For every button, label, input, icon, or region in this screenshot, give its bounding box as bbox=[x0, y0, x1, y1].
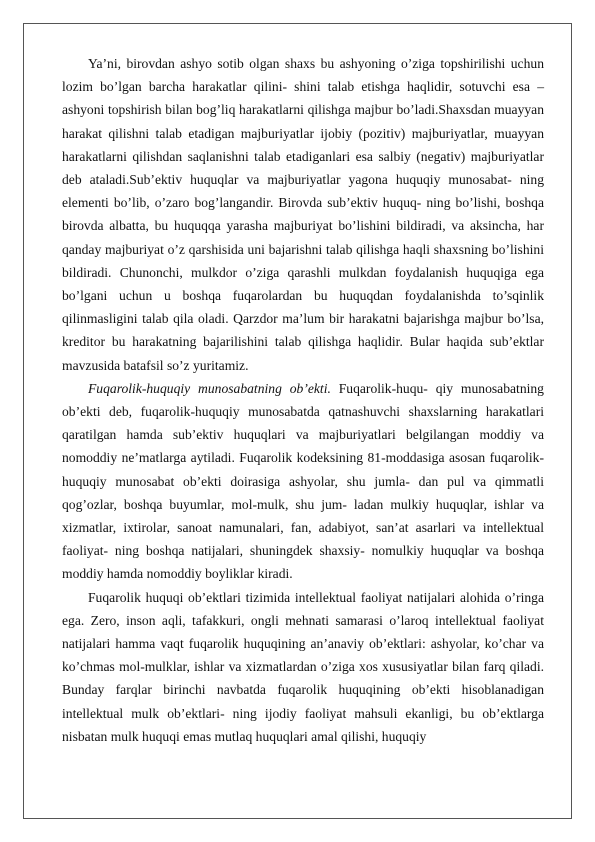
paragraph-3 bbox=[62, 586, 544, 748]
paragraph-2 bbox=[62, 377, 544, 586]
paragraph-3-text: Fuqarolik huquqi ob’ektlari tizimida intellektual faoliyat natijalari alohida o’ringa ega. Zero, inson aqli, tafakkuri, ongli mehnati samarasi o’laroq intellektual faoliyat natijalari hamma vaqt fuqarolik huquqining an’anaviy ob’ektlari: ashyolar, ko’char va ko’chmas mol-mulklar, ishlar va xizmatlardan o’ziga xos xususiyatlar bilan farq qiladi. Bunday farqlar birinchi navbatda fuqarolik huquqining ob’ekti hisoblanadigan intellektual mulk ob’ektlari- ning ijodiy faoliyat mahsuli ekanligi, bu ob’ektlarga nisbatan mulk huquqi emas mutlaq huquqlari amal qilishi, huquqiy bbox=[62, 589, 544, 744]
paragraph-2-lead: Fuqarolik-huquqiy munosabatning ob’ekti. bbox=[88, 380, 331, 396]
paragraph-1 bbox=[62, 52, 544, 377]
paragraph-1-text: Ya’ni, birovdan ashyo sotib olgan shaxs bu ashyoning o’ziga topshirilishi uchun lozim bo’lgan barcha harakatlar qilini- shini talab etishga haqlidir, sotuvchi esa – ashyoni topshirish bilan bog’liq harakatlarni qilishga majbur bo’ladi.Shaxsdan muayyan harakat qilishni talab etadigan majburiyatlar ijobiy (pozitiv) majburiyatlar, muayyan harakatlarni qilishdan saqlanishni talab etadiganlari esa salbiy (negativ) majburiyatlar deb ataladi.Sub’ektiv huquqlar va majburiyatlar yagona huquqiy munosabat- ning elementi bo’lib, o’zaro bog’langandir. Birovda sub’ektiv huquq- ning bo’lishi, boshqa birovda albatta, bu huquqqa yarasha majburiyat bo’lishini bildiradi, va aksincha, har qanday majburiyat o’z qarshisida uni bajarishni talab qilishga haqli shaxsning bo’lishini bildiradi. Chunonchi, mulkdor o’ziga qarashli mulkdan foydalanish huquqiga ega bo’lgani uchun u boshqa fuqarolardan bu huquqdan foydalanishda to’sqinlik qilinmasligini talab qila oladi. Qarzdor ma’lum bir harakatni bajarishga majbur bo’lsa, kreditor bu harakatning bajarilishini talab qilishga haqlidir. Bular haqida sub’ektlar mavzusida batafsil so’z yuritamiz. bbox=[62, 56, 544, 373]
paragraph-2-text: Fuqarolik-huqu- qiy munosabatning ob’ekti deb, fuqarolik-huquqiy munosabatda qatnashuvchi shaxslarning harakatlari qaratilgan hamda sub’ektiv huquqlari va majburiyatlari belgilangan moddiy va nomoddiy ne’matlarga aytiladi. Fuqarolik kodeksining 81-moddasiga asosan fuqarolik-huquqiy munosabat ob’ekti doirasiga ashyolar, shu jumla- dan pul va qimmatli qog’ozlar, boshqa buyumlar, mol-mulk, shu jum- ladan mulkiy huquqlar, ishlar va xizmatlar, ixtirolar, sanoat namunalari, fan, adabiyot, san’at asarlari va intellektual faoliyat- ning boshqa natijalari, shuningdek shaxsiy- nomulkiy huquqlar va boshqa moddiy hamda nomoddiy boyliklar kiradi. bbox=[62, 380, 544, 582]
document-body bbox=[62, 52, 544, 748]
